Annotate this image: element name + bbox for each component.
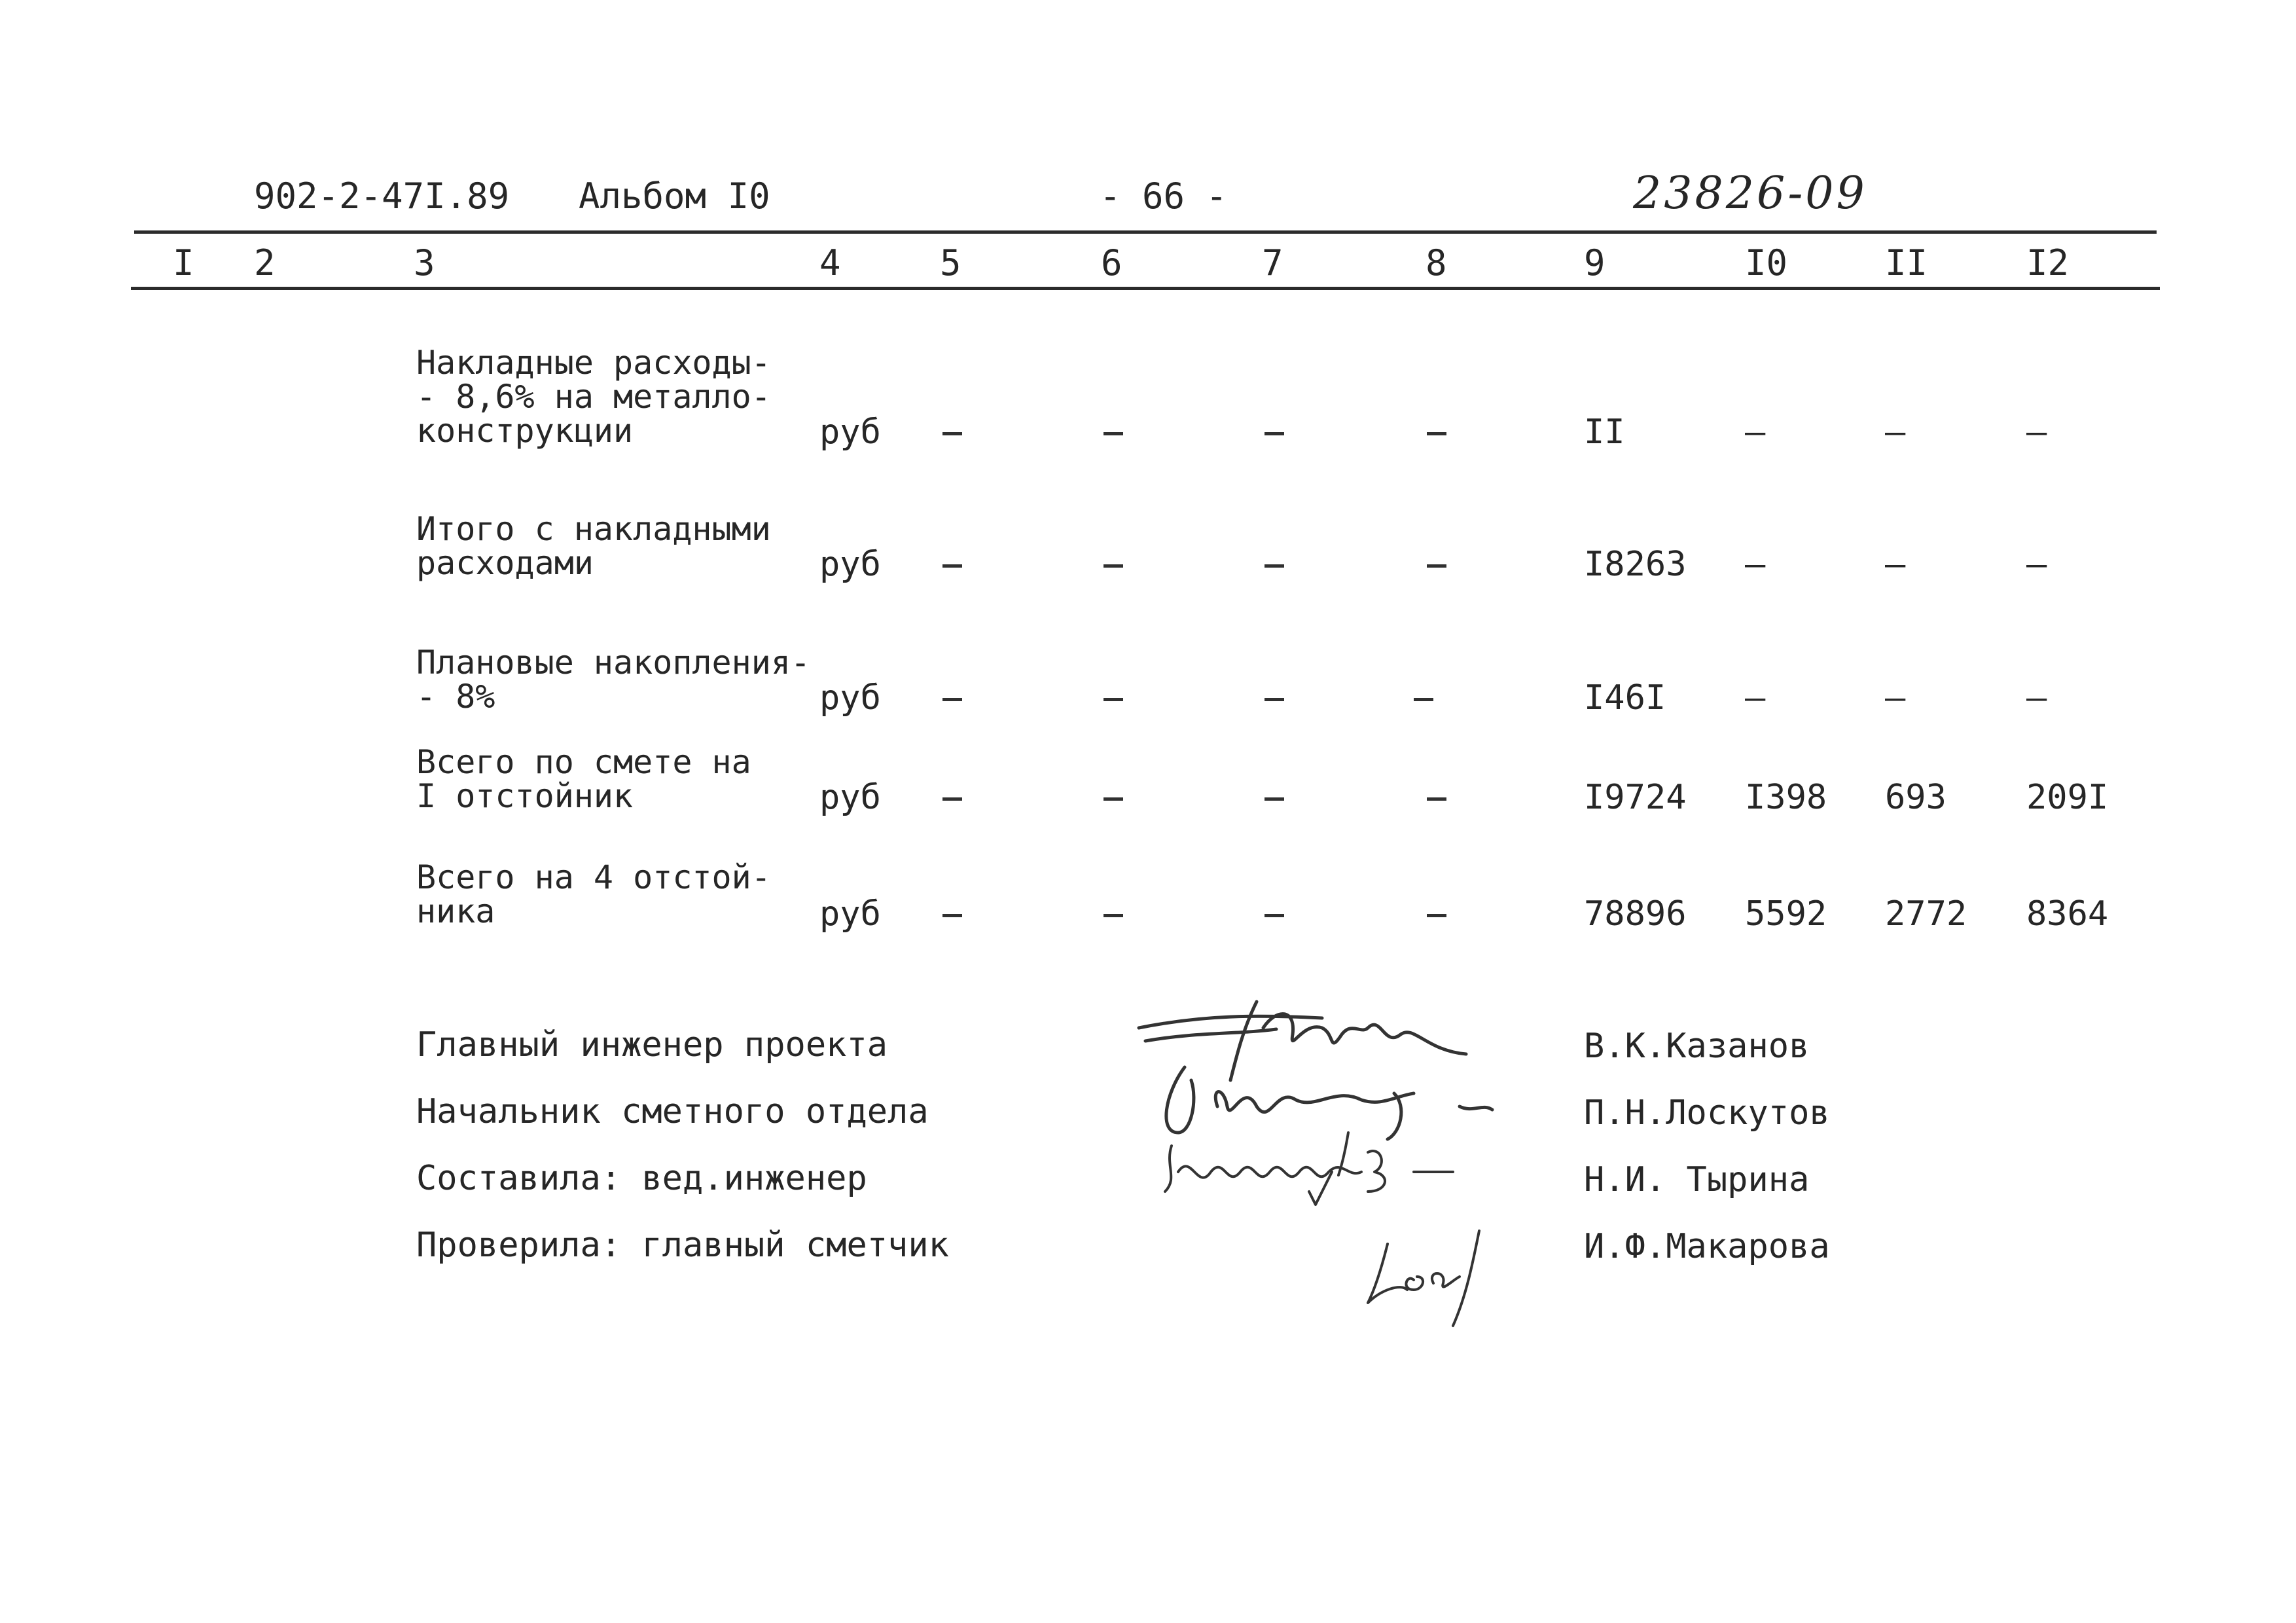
row-description-line: Всего по смете на	[416, 743, 751, 781]
col12-value: 8364	[2026, 894, 2109, 934]
col-header-11: II	[1885, 242, 1928, 283]
row-description-line: I отстойник	[416, 777, 634, 815]
page-number: - 66 -	[1100, 175, 1228, 217]
row-description-line: Всего на 4 отстой-	[416, 858, 771, 896]
signature-lead-engineer	[1152, 1126, 1466, 1218]
row-description-line: Плановые накопления-	[416, 644, 811, 682]
col12-value: 209I	[2026, 778, 2109, 817]
signatory-role: Главный инженер проекта	[416, 1025, 888, 1065]
signatory-name: Н.И. Тырина	[1584, 1160, 1810, 1199]
col10-value: I398	[1745, 778, 1827, 817]
col-header-12: I2	[2026, 242, 2070, 283]
col-header-3: 3	[414, 242, 435, 283]
col11-value: –	[1885, 412, 1906, 452]
archive-number: 23826-09	[1633, 168, 1867, 219]
dash-cell	[1265, 914, 1284, 917]
dash-cell	[1265, 698, 1284, 701]
col11-value: –	[1885, 545, 1906, 584]
col9-value: I8263	[1584, 545, 1687, 584]
col-header-7: 7	[1262, 242, 1283, 283]
dash-cell	[1427, 797, 1446, 801]
dash-cell	[1427, 914, 1446, 917]
dash-cell	[942, 564, 962, 568]
col10-value: –	[1745, 545, 1766, 584]
unit-cell: руб	[819, 678, 881, 718]
unit-cell: руб	[819, 894, 881, 934]
signatory-name: В.К.Казанов	[1584, 1027, 1810, 1066]
signature-chief-estimator	[1361, 1218, 1505, 1329]
dash-cell	[1103, 797, 1123, 801]
col12-value: –	[2026, 412, 2047, 452]
row-description-line: Итого с накладными	[416, 510, 771, 548]
col11-value: 693	[1885, 778, 1946, 817]
col-header-6: 6	[1101, 242, 1122, 283]
col10-value: –	[1745, 412, 1766, 452]
col9-value: II	[1584, 412, 1625, 452]
col9-value: I46I	[1584, 678, 1666, 718]
row-description-line: - 8%	[416, 678, 495, 716]
col11-value: 2772	[1885, 894, 1967, 934]
document-code: 902-2-47I.89	[254, 175, 510, 217]
signatory-name: И.Ф.Макарова	[1584, 1227, 1830, 1266]
row-description-line: ника	[416, 892, 495, 930]
dash-cell	[942, 432, 962, 435]
row-description-line: расходами	[416, 544, 594, 582]
dash-cell	[1265, 797, 1284, 801]
row-description-line: - 8,6% на металло-	[416, 378, 771, 416]
dash-cell	[1103, 564, 1123, 568]
col-header-1: I	[173, 242, 194, 283]
dash-cell	[942, 698, 962, 701]
table-header-rule	[131, 287, 2160, 290]
dash-cell	[1414, 698, 1433, 701]
col-header-4: 4	[819, 242, 841, 283]
col-header-8: 8	[1426, 242, 1447, 283]
col11-value: –	[1885, 678, 1906, 718]
unit-cell: руб	[819, 545, 881, 584]
col10-value: 5592	[1745, 894, 1827, 934]
col-header-10: I0	[1745, 242, 1788, 283]
dash-cell	[1427, 432, 1446, 435]
dash-cell	[1427, 564, 1446, 568]
signatory-role: Проверила: главный сметчик	[416, 1226, 949, 1265]
table-top-rule	[134, 230, 2157, 234]
col9-value: I9724	[1584, 778, 1687, 817]
dash-cell	[1265, 432, 1284, 435]
dash-cell	[1265, 564, 1284, 568]
album-label: Альбом I0	[579, 175, 770, 217]
row-description-line: конструкции	[416, 412, 634, 450]
col-header-2: 2	[254, 242, 276, 283]
dash-cell	[1103, 698, 1123, 701]
row-description-line: Накладные расходы-	[416, 344, 771, 382]
signatory-role: Начальник сметного отдела	[416, 1092, 929, 1131]
dash-cell	[942, 914, 962, 917]
col12-value: –	[2026, 678, 2047, 718]
unit-cell: руб	[819, 778, 881, 817]
col12-value: –	[2026, 545, 2047, 584]
col10-value: –	[1745, 678, 1766, 718]
col-header-5: 5	[940, 242, 961, 283]
unit-cell: руб	[819, 412, 881, 452]
signatory-name: П.Н.Лоскутов	[1584, 1093, 1830, 1133]
signatory-role: Составила: вед.инженер	[416, 1159, 867, 1198]
col-header-9: 9	[1584, 242, 1605, 283]
dash-cell	[942, 797, 962, 801]
dash-cell	[1103, 432, 1123, 435]
dash-cell	[1103, 914, 1123, 917]
col9-value: 78896	[1584, 894, 1687, 934]
